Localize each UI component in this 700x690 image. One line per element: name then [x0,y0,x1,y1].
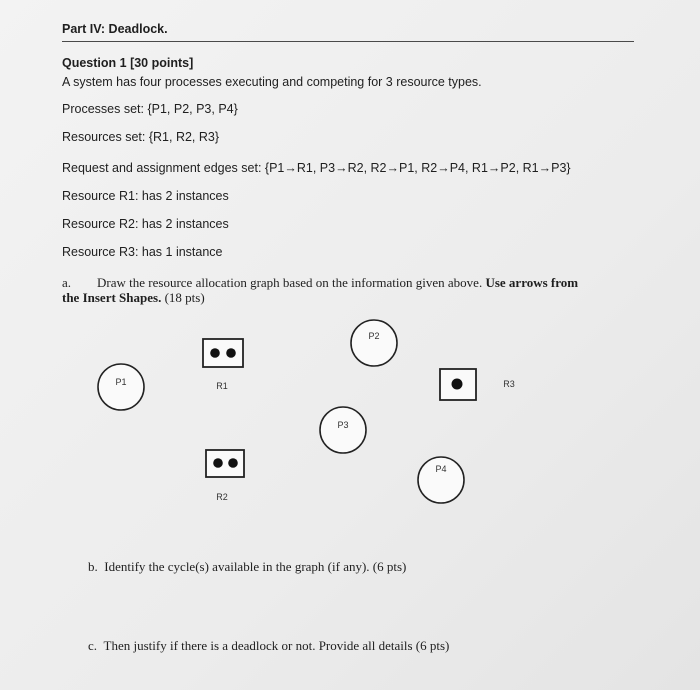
process-p2-circle [351,320,397,366]
resource-r1-label: R1 [216,381,228,391]
question-title: Question 1 [30 points] [62,56,194,70]
process-p4-label: P4 [435,464,447,474]
part-b-text: Identify the cycle(s) available in the graph (if any). (6 pts) [104,559,407,574]
resource-r2-info: Resource R2: has 2 instances [62,217,229,231]
process-p3[interactable] [320,407,366,453]
process-p1[interactable] [98,364,144,410]
part-a-line2-plain: (18 pts) [161,290,205,305]
part-a-text-plain: Draw the resource allocation graph based on the information given above. [97,275,486,290]
part-a-text-bold: Use arrows from [485,275,579,290]
part-c-marker: c. [88,638,98,653]
resource-r2[interactable] [206,450,244,502]
resource-r1-box [203,339,243,367]
process-p4[interactable] [418,457,464,503]
part-c-text: Then justify if there is a deadlock or not. Provide all details (6 pts) [103,638,450,653]
process-p3-circle [320,407,366,453]
part-a-marker: a. [62,275,72,290]
process-p2-label: P2 [368,331,380,341]
resource-r2-box [206,450,244,477]
resource-r1-instance-1 [210,348,220,358]
part-b [88,559,406,575]
resource-r2-instance-2 [228,458,238,468]
resource-r2-instance-1 [213,458,223,468]
resource-r1-instance-2 [226,348,236,358]
part-a-line2-bold: the Insert Shapes. [62,290,162,305]
resource-r3-label: R3 [503,379,515,389]
resource-r1[interactable] [203,339,243,391]
edges-set: Request and assignment edges set: {P1→R1, P3→R2, R2→P1, R2→P4, R1→P2, R1→P3} [62,161,571,175]
resources-set: Resources set: {R1, R2, R3} [62,130,220,144]
resource-r3-instance-1 [452,379,463,390]
resource-r3-info: Resource R3: has 1 instance [62,245,223,259]
processes-set: Processes set: {P1, P2, P3, P4} [62,102,238,116]
process-p1-label: P1 [115,377,127,387]
part-b-marker: b. [88,559,98,574]
process-p3-label: P3 [337,420,349,430]
resource-r1-info: Resource R1: has 2 instances [62,189,229,203]
resource-r3[interactable] [440,369,515,400]
process-p1-circle [98,364,144,410]
process-p2[interactable] [351,320,397,366]
resource-r2-label: R2 [216,492,228,502]
part-c [88,638,449,654]
question-intro: A system has four processes executing and competing for 3 resource types. [62,75,482,89]
part-title: Part IV: Deadlock. [62,22,168,36]
